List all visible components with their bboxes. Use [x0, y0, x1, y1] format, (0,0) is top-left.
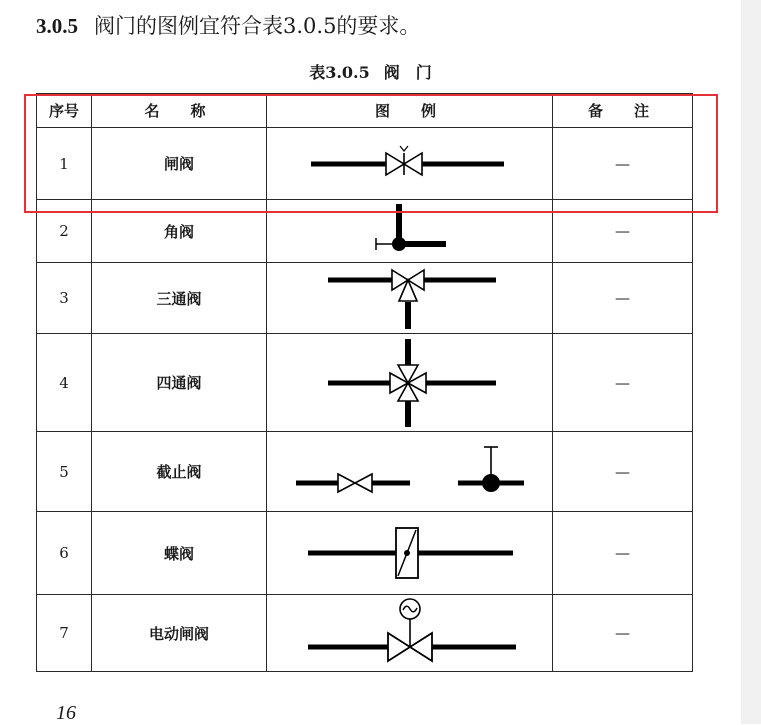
row-no: 3: [37, 263, 92, 334]
row-no: 6: [37, 512, 92, 595]
row-no: 5: [37, 432, 92, 512]
row-remark: —: [553, 432, 693, 512]
row-remark: —: [553, 128, 693, 200]
row-symbol: [267, 512, 553, 595]
highlight-box: [24, 94, 718, 213]
table-row: [37, 595, 693, 672]
row-remark: —: [553, 512, 693, 595]
row-symbol: [267, 432, 553, 512]
row-name: 截止阀: [92, 432, 267, 512]
header-no: 序号: [37, 94, 92, 128]
scrollbar[interactable]: [741, 0, 761, 724]
row-remark: —: [553, 595, 693, 672]
table-row: [37, 334, 693, 432]
clause-heading: [36, 10, 420, 40]
header-remark: 备 注: [553, 94, 693, 128]
row-name: 三通阀: [92, 263, 267, 334]
row-no: 1: [37, 128, 92, 200]
row-remark: —: [553, 200, 693, 263]
table-number: 表3.0.5: [309, 63, 370, 82]
row-name: 四通阀: [92, 334, 267, 432]
row-symbol: [267, 595, 553, 672]
butterfly-valve-icon: [268, 512, 552, 594]
row-name: 蝶阀: [92, 512, 267, 595]
row-remark: —: [553, 334, 693, 432]
clause-number: 3.0.5: [36, 14, 78, 38]
row-name: 闸阀: [92, 128, 267, 200]
row-remark: —: [553, 263, 693, 334]
row-name: 角阀: [92, 200, 267, 263]
header-legend: 图 例: [267, 94, 553, 128]
row-name: 电动闸阀: [92, 595, 267, 672]
page-number: 16: [56, 702, 76, 724]
row-no: 7: [37, 595, 92, 672]
three-way-valve-icon: [268, 263, 552, 333]
row-symbol: [267, 263, 553, 334]
table-caption: [0, 60, 741, 83]
clause-text: 阀门的图例宜符合表3.0.5的要求。: [94, 14, 421, 38]
globe-valve-icon: [268, 433, 552, 511]
table-row: [37, 263, 693, 334]
table-title: 阀 门: [383, 63, 432, 82]
four-way-valve-icon: [268, 335, 552, 431]
row-no: 2: [37, 200, 92, 263]
header-name: 名 称: [92, 94, 267, 128]
table-row: [37, 432, 693, 512]
row-symbol: [267, 334, 553, 432]
table-row: [37, 512, 693, 595]
row-no: 4: [37, 334, 92, 432]
electric-gate-valve-icon: [268, 595, 552, 671]
